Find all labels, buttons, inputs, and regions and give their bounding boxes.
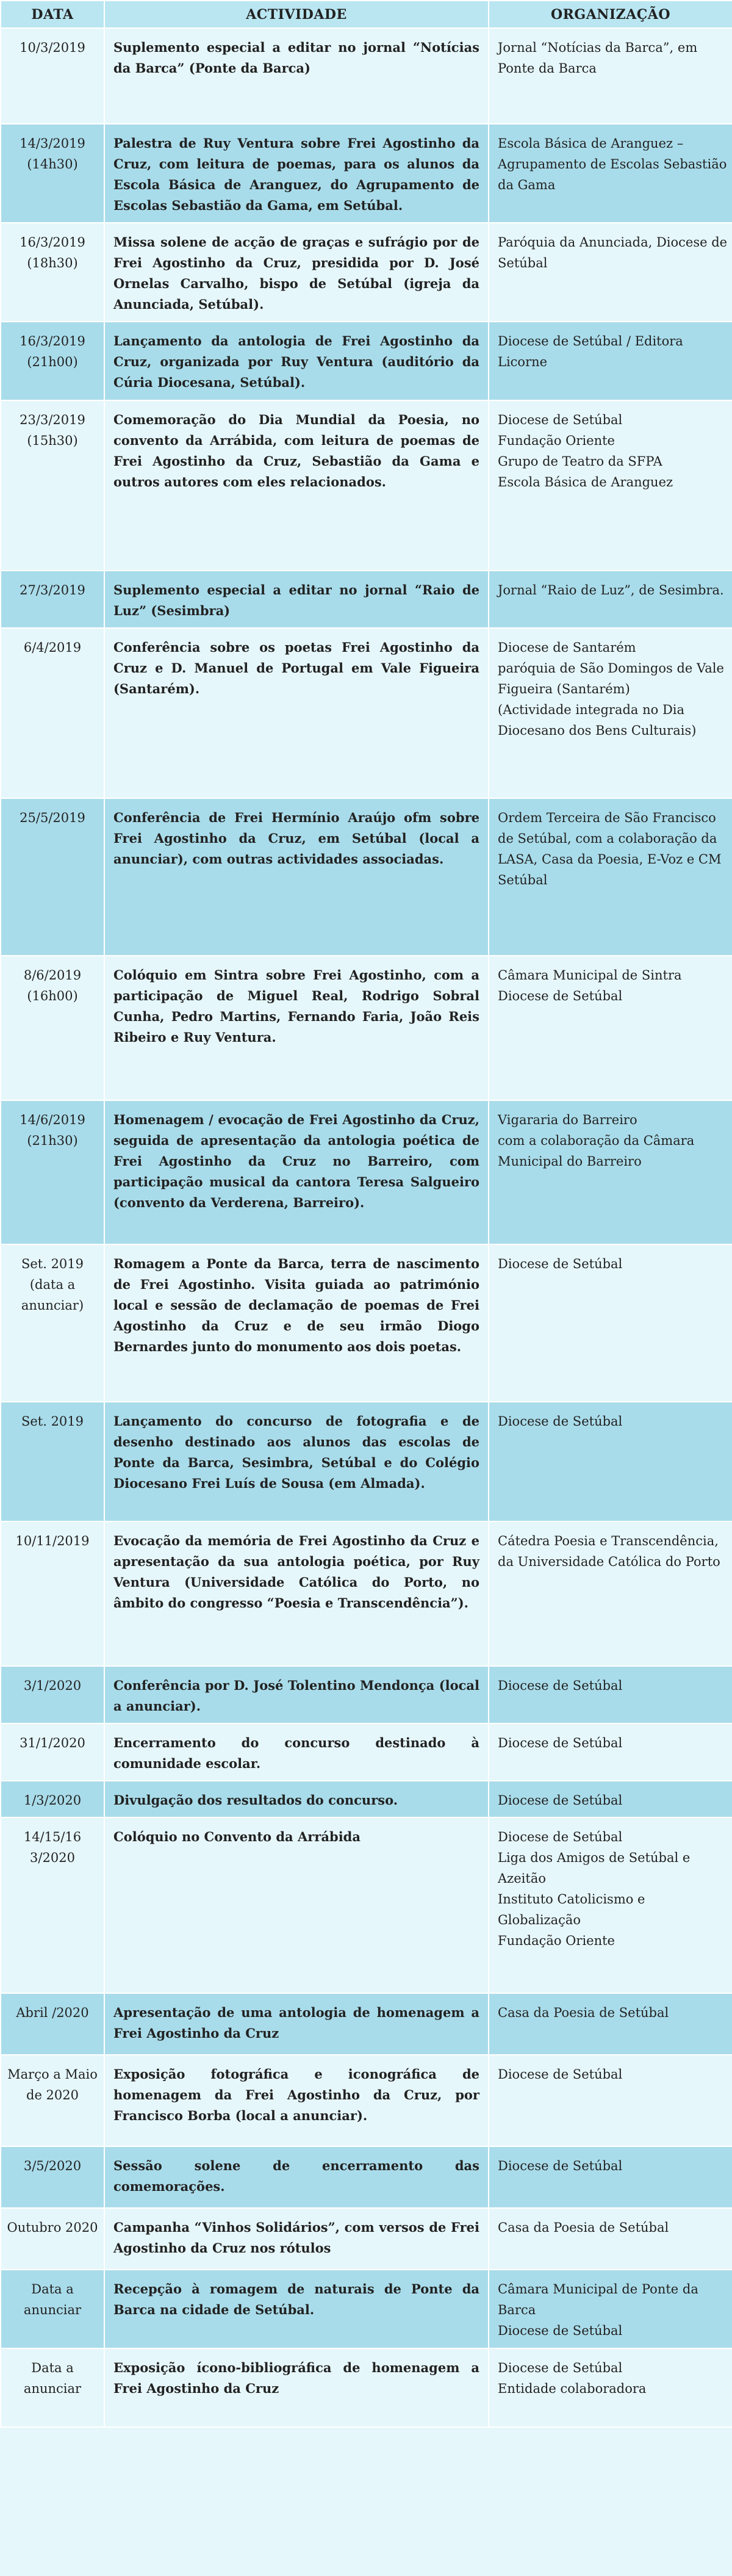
cell-activity: Colóquio em Sintra sobre Frei Agostinho, com a participação de Miguel Real, Rodrigo Sobral Cunha, Pedro Martins, Fernando Faria, João Reis Ribeiro e Ruy Ventura. (104, 956, 489, 1100)
organization-line: Ponte da Barca (498, 61, 597, 76)
date-line: anunciar (23, 2303, 82, 2317)
organization-line: Ordem Terceira de São Francisco (498, 810, 716, 825)
cell-date (1, 1521, 104, 1666)
organization-line: Diocese de Setúbal (498, 1830, 623, 1844)
date-line: (14h30) (27, 157, 78, 171)
organization-line: Diocese de Setúbal (498, 1257, 623, 1271)
organization-line: Setúbal (498, 256, 548, 270)
date-line: 10/11/2019 (15, 1534, 90, 1548)
organization-line: Diocese de Setúbal (498, 989, 623, 1003)
organization-line: Globalização (498, 1913, 581, 1927)
cell-activity: Encerramento do concurso destinado à comunidade escolar. (104, 1723, 489, 1781)
organization-line: de Setúbal, com a colaboração da (498, 831, 717, 846)
organization-line: Entidade colaboradora (498, 2381, 647, 2396)
cell-activity: Campanha “Vinhos Solidários”, com versos de Frei Agostinho da Cruz nos rótulos (104, 2208, 489, 2270)
organization-line: Diocese de Setúbal (498, 2159, 623, 2173)
cell-organization (489, 322, 732, 400)
cell-activity: Romagem a Ponte da Barca, terra de nascimento de Frei Agostinho. Visita guiada ao património local e sessão de declamação de poemas de Frei Agostinho da Cruz e de seu irmão Diogo Bernardes junto do monumento aos dois poetas. (104, 1244, 489, 1402)
organization-line: Paróquia da Anunciada, Diocese de (498, 235, 728, 250)
header-activity: ACTIVIDADE (104, 1, 489, 28)
cell-activity: Evocação da memória de Frei Agostinho da Cruz e apresentação da sua antologia poética, por Ruy Ventura (Universidade Católica do Porto, no âmbito do congresso “Poesia e Transcendência”). (104, 1521, 489, 1666)
cell-organization (489, 628, 732, 798)
table-row (1, 400, 732, 571)
organization-line: Barca (498, 2303, 536, 2317)
organization-line: Vigararia do Barreiro (498, 1113, 637, 1127)
date-line: 3/2020 (30, 1850, 75, 1865)
date-line: 3/5/2020 (23, 2159, 82, 2173)
date-line: 16/3/2019 (20, 235, 85, 250)
date-line: Março a Maio (7, 2067, 98, 2082)
organization-line: Diocese de Setúbal (498, 1414, 623, 1429)
cell-activity: Conferência de Frei Hermínio Araújo ofm sobre Frei Agostinho da Cruz, em Setúbal (local a anunciar), com outras actividades associadas. (104, 798, 489, 956)
date-line: (18h30) (27, 256, 78, 270)
table-row (1, 223, 732, 322)
cell-date (1, 28, 104, 124)
date-line: 31/1/2020 (20, 1736, 85, 1750)
cell-date (1, 322, 104, 400)
cell-activity: Exposição fotográfica e iconográfica de homenagem da Frei Agostinho da Cruz, por Francisco Borba (local a anunciar). (104, 2055, 489, 2146)
organization-line: Cátedra Poesia e Transcendência, (498, 1534, 719, 1548)
cell-organization (489, 1993, 732, 2055)
organization-line: Diocese de Setúbal (498, 2323, 623, 2338)
cell-organization (489, 124, 732, 223)
date-line: 1/3/2020 (23, 1793, 82, 1808)
organization-line: Escola Básica de Aranguez – (498, 136, 684, 151)
date-line: 8/6/2019 (23, 968, 82, 983)
cell-date (1, 2146, 104, 2208)
organization-line: da Gama (498, 178, 556, 192)
table-row (1, 1723, 732, 1781)
organization-line: Casa da Poesia de Setúbal (498, 2220, 669, 2235)
date-line: anunciar) (21, 1298, 84, 1313)
cell-date (1, 1993, 104, 2055)
organization-line: Agrupamento de Escolas Sebastião (498, 157, 727, 171)
table-row (1, 28, 732, 124)
organization-line: Diocese de Setúbal (498, 2361, 623, 2375)
organization-line: Figueira (Santarém) (498, 682, 630, 696)
cell-activity: Recepção à romagem de naturais de Ponte da Barca na cidade de Setúbal. (104, 2270, 489, 2348)
cell-activity: Homenagem / evocação de Frei Agostinho da Cruz, seguida de apresentação da antologia poética de Frei Agostinho da Cruz no Barreiro, com participação musical da cantora Teresa Salgueiro (convento da Verderena, Barreiro). (104, 1100, 489, 1244)
cell-date (1, 223, 104, 322)
table-header-row (1, 1, 732, 28)
cell-activity: Conferência sobre os poetas Frei Agostinho da Cruz e D. Manuel de Portugal em Vale Figueira (Santarém). (104, 628, 489, 798)
organization-line: Liga dos Amigos de Setúbal e (498, 1850, 691, 1865)
cell-date (1, 956, 104, 1100)
cell-date (1, 2270, 104, 2348)
organization-line: Instituto Catolicismo e (498, 1892, 645, 1907)
table-row (1, 124, 732, 223)
cell-organization (489, 1244, 732, 1402)
date-line: 23/3/2019 (20, 413, 85, 427)
organization-line: Azeitão (498, 1871, 546, 1886)
cell-activity: Palestra de Ruy Ventura sobre Frei Agostinho da Cruz, com leitura de poemas, para os alunos da Escola Básica de Aranguez, do Agrupamento de Escolas Sebastião da Gama, em Setúbal. (104, 124, 489, 223)
organization-line: paróquia de São Domingos de Vale (498, 661, 724, 676)
cell-organization (489, 223, 732, 322)
organization-line: Licorne (498, 355, 548, 369)
cell-date (1, 400, 104, 571)
organization-line: Diocese de Setúbal (498, 1736, 623, 1750)
date-line: Set. 2019 (21, 1257, 84, 1271)
cell-activity: Exposição ícono-bibliográfica de homenagem a Frei Agostinho da Cruz (104, 2348, 489, 2427)
cell-date (1, 798, 104, 956)
table-row (1, 2270, 732, 2348)
organization-line: Fundação Oriente (498, 1933, 615, 1948)
date-line: 10/3/2019 (20, 40, 85, 55)
cell-organization (489, 1402, 732, 1521)
table-row (1, 1993, 732, 2055)
cell-organization (489, 956, 732, 1100)
table-row (1, 1244, 732, 1402)
organization-line: Diocese de Setúbal (498, 413, 623, 427)
organization-line: Fundação Oriente (498, 433, 615, 448)
table-row (1, 1402, 732, 1521)
cell-organization (489, 798, 732, 956)
cell-organization (489, 2208, 732, 2270)
date-line: anunciar (23, 2381, 82, 2396)
cell-organization (489, 1521, 732, 1666)
cell-activity: Conferência por D. José Tolentino Mendonça (local a anunciar). (104, 1666, 489, 1723)
date-line: (16h00) (27, 989, 78, 1003)
date-line: (21h30) (27, 1133, 78, 1148)
cell-activity: Missa solene de acção de graças e sufrágio por de Frei Agostinho da Cruz, presidida por D. José Ornelas Carvalho, bispo de Setúbal (igreja da Anunciada, Setúbal). (104, 223, 489, 322)
header-organization: ORGANIZAÇÃO (489, 1, 732, 28)
organization-line: Diocese de Setúbal (498, 2067, 623, 2082)
organization-line: Diocese de Setúbal (498, 1678, 623, 1693)
cell-activity: Divulgação dos resultados do concurso. (104, 1781, 489, 1817)
date-line: de 2020 (26, 2088, 79, 2102)
cell-date (1, 628, 104, 798)
date-line: 27/3/2019 (20, 583, 85, 597)
table-row (1, 628, 732, 798)
table-row (1, 1781, 732, 1817)
date-line: (21h00) (27, 355, 78, 369)
cell-organization (489, 1666, 732, 1723)
table-row (1, 1666, 732, 1723)
organization-line: Câmara Municipal de Sintra (498, 968, 682, 983)
organization-line: Diocesano dos Bens Culturais) (498, 723, 697, 738)
cell-organization (489, 1817, 732, 1993)
organization-line: Câmara Municipal de Ponte da (498, 2282, 698, 2296)
organization-line: Setúbal (498, 873, 548, 887)
table-row (1, 1521, 732, 1666)
organization-line: Diocese de Setúbal / Editora (498, 334, 683, 348)
table-row (1, 798, 732, 956)
date-line: Abril /2020 (16, 2005, 89, 2020)
organization-line: Escola Básica de Aranguez (498, 475, 673, 489)
cell-organization (489, 2348, 732, 2427)
organization-line: Jornal “Notícias da Barca”, em (498, 40, 698, 55)
cell-date (1, 1723, 104, 1781)
table-row (1, 322, 732, 400)
cell-date (1, 1666, 104, 1723)
date-line: 14/15/16 (23, 1830, 82, 1844)
table-row (1, 571, 732, 628)
cell-organization (489, 2055, 732, 2146)
cell-date (1, 124, 104, 223)
table-row (1, 2208, 732, 2270)
cell-activity: Sessão solene de encerramento das comemorações. (104, 2146, 489, 2208)
cell-activity: Apresentação de uma antologia de homenagem a Frei Agostinho da Cruz (104, 1993, 489, 2055)
cell-organization (489, 571, 732, 628)
cell-date (1, 2348, 104, 2427)
cell-organization (489, 1781, 732, 1817)
date-line: 14/6/2019 (20, 1113, 85, 1127)
date-line: 3/1/2020 (23, 1678, 82, 1693)
cell-date (1, 571, 104, 628)
organization-line: LASA, Casa da Poesia, E-Voz e CM (498, 852, 722, 867)
cell-date (1, 1100, 104, 1244)
cell-date (1, 1244, 104, 1402)
cell-date (1, 2055, 104, 2146)
organization-line: Jornal “Raio de Luz”, de Sesimbra. (498, 583, 724, 597)
date-line: Set. 2019 (21, 1414, 84, 1429)
date-line: (data a (29, 1277, 76, 1292)
date-line: Data a (31, 2282, 74, 2296)
date-line: Outubro 2020 (7, 2220, 98, 2235)
table-row (1, 1817, 732, 1993)
cell-activity: Suplemento especial a editar no jornal “Notícias da Barca” (Ponte da Barca) (104, 28, 489, 124)
table-row (1, 2055, 732, 2146)
table-row (1, 2348, 732, 2427)
organization-line: Grupo de Teatro da SFPA (498, 454, 662, 469)
cell-activity: Colóquio no Convento da Arrábida (104, 1817, 489, 1993)
table-row (1, 1100, 732, 1244)
cell-activity: Suplemento especial a editar no jornal “Raio de Luz” (Sesimbra) (104, 571, 489, 628)
cell-organization (489, 2146, 732, 2208)
date-line: 16/3/2019 (20, 334, 85, 348)
cell-organization (489, 400, 732, 571)
organization-line: Diocese de Santarém (498, 640, 636, 655)
cell-date (1, 2208, 104, 2270)
date-line: 25/5/2019 (20, 810, 85, 825)
organization-line: Diocese de Setúbal (498, 1793, 623, 1808)
cell-activity: Lançamento do concurso de fotografia e de desenho destinado aos alunos das escolas de Ponte da Barca, Sesimbra, Setúbal e do Colégio Diocesano Frei Luís de Sousa (em Almada). (104, 1402, 489, 1521)
cell-organization (489, 28, 732, 124)
date-line: Data a (31, 2361, 74, 2375)
cell-activity: Comemoração do Dia Mundial da Poesia, no convento da Arrábida, com leitura de poemas de Frei Agostinho da Cruz, Sebastião da Gama e outros autores com eles relacionados. (104, 400, 489, 571)
header-date: DATA (1, 1, 104, 28)
table-row (1, 2146, 732, 2208)
organization-line: da Universidade Católica do Porto (498, 1554, 720, 1569)
cell-organization (489, 1723, 732, 1781)
organization-line: (Actividade integrada no Dia (498, 702, 685, 717)
organization-line: Municipal do Barreiro (498, 1154, 642, 1169)
date-line: (15h30) (27, 433, 78, 448)
cell-date (1, 1402, 104, 1521)
cell-date (1, 1817, 104, 1993)
date-line: 6/4/2019 (23, 640, 82, 655)
organization-line: com a colaboração da Câmara (498, 1133, 695, 1148)
cell-organization (489, 2270, 732, 2348)
cell-activity: Lançamento da antologia de Frei Agostinho da Cruz, organizada por Ruy Ventura (auditório da Cúria Diocesana, Setúbal). (104, 322, 489, 400)
organization-line: Casa da Poesia de Setúbal (498, 2005, 669, 2020)
cell-organization (489, 1100, 732, 1244)
cell-date (1, 1781, 104, 1817)
date-line: 14/3/2019 (20, 136, 85, 151)
table-row (1, 956, 732, 1100)
